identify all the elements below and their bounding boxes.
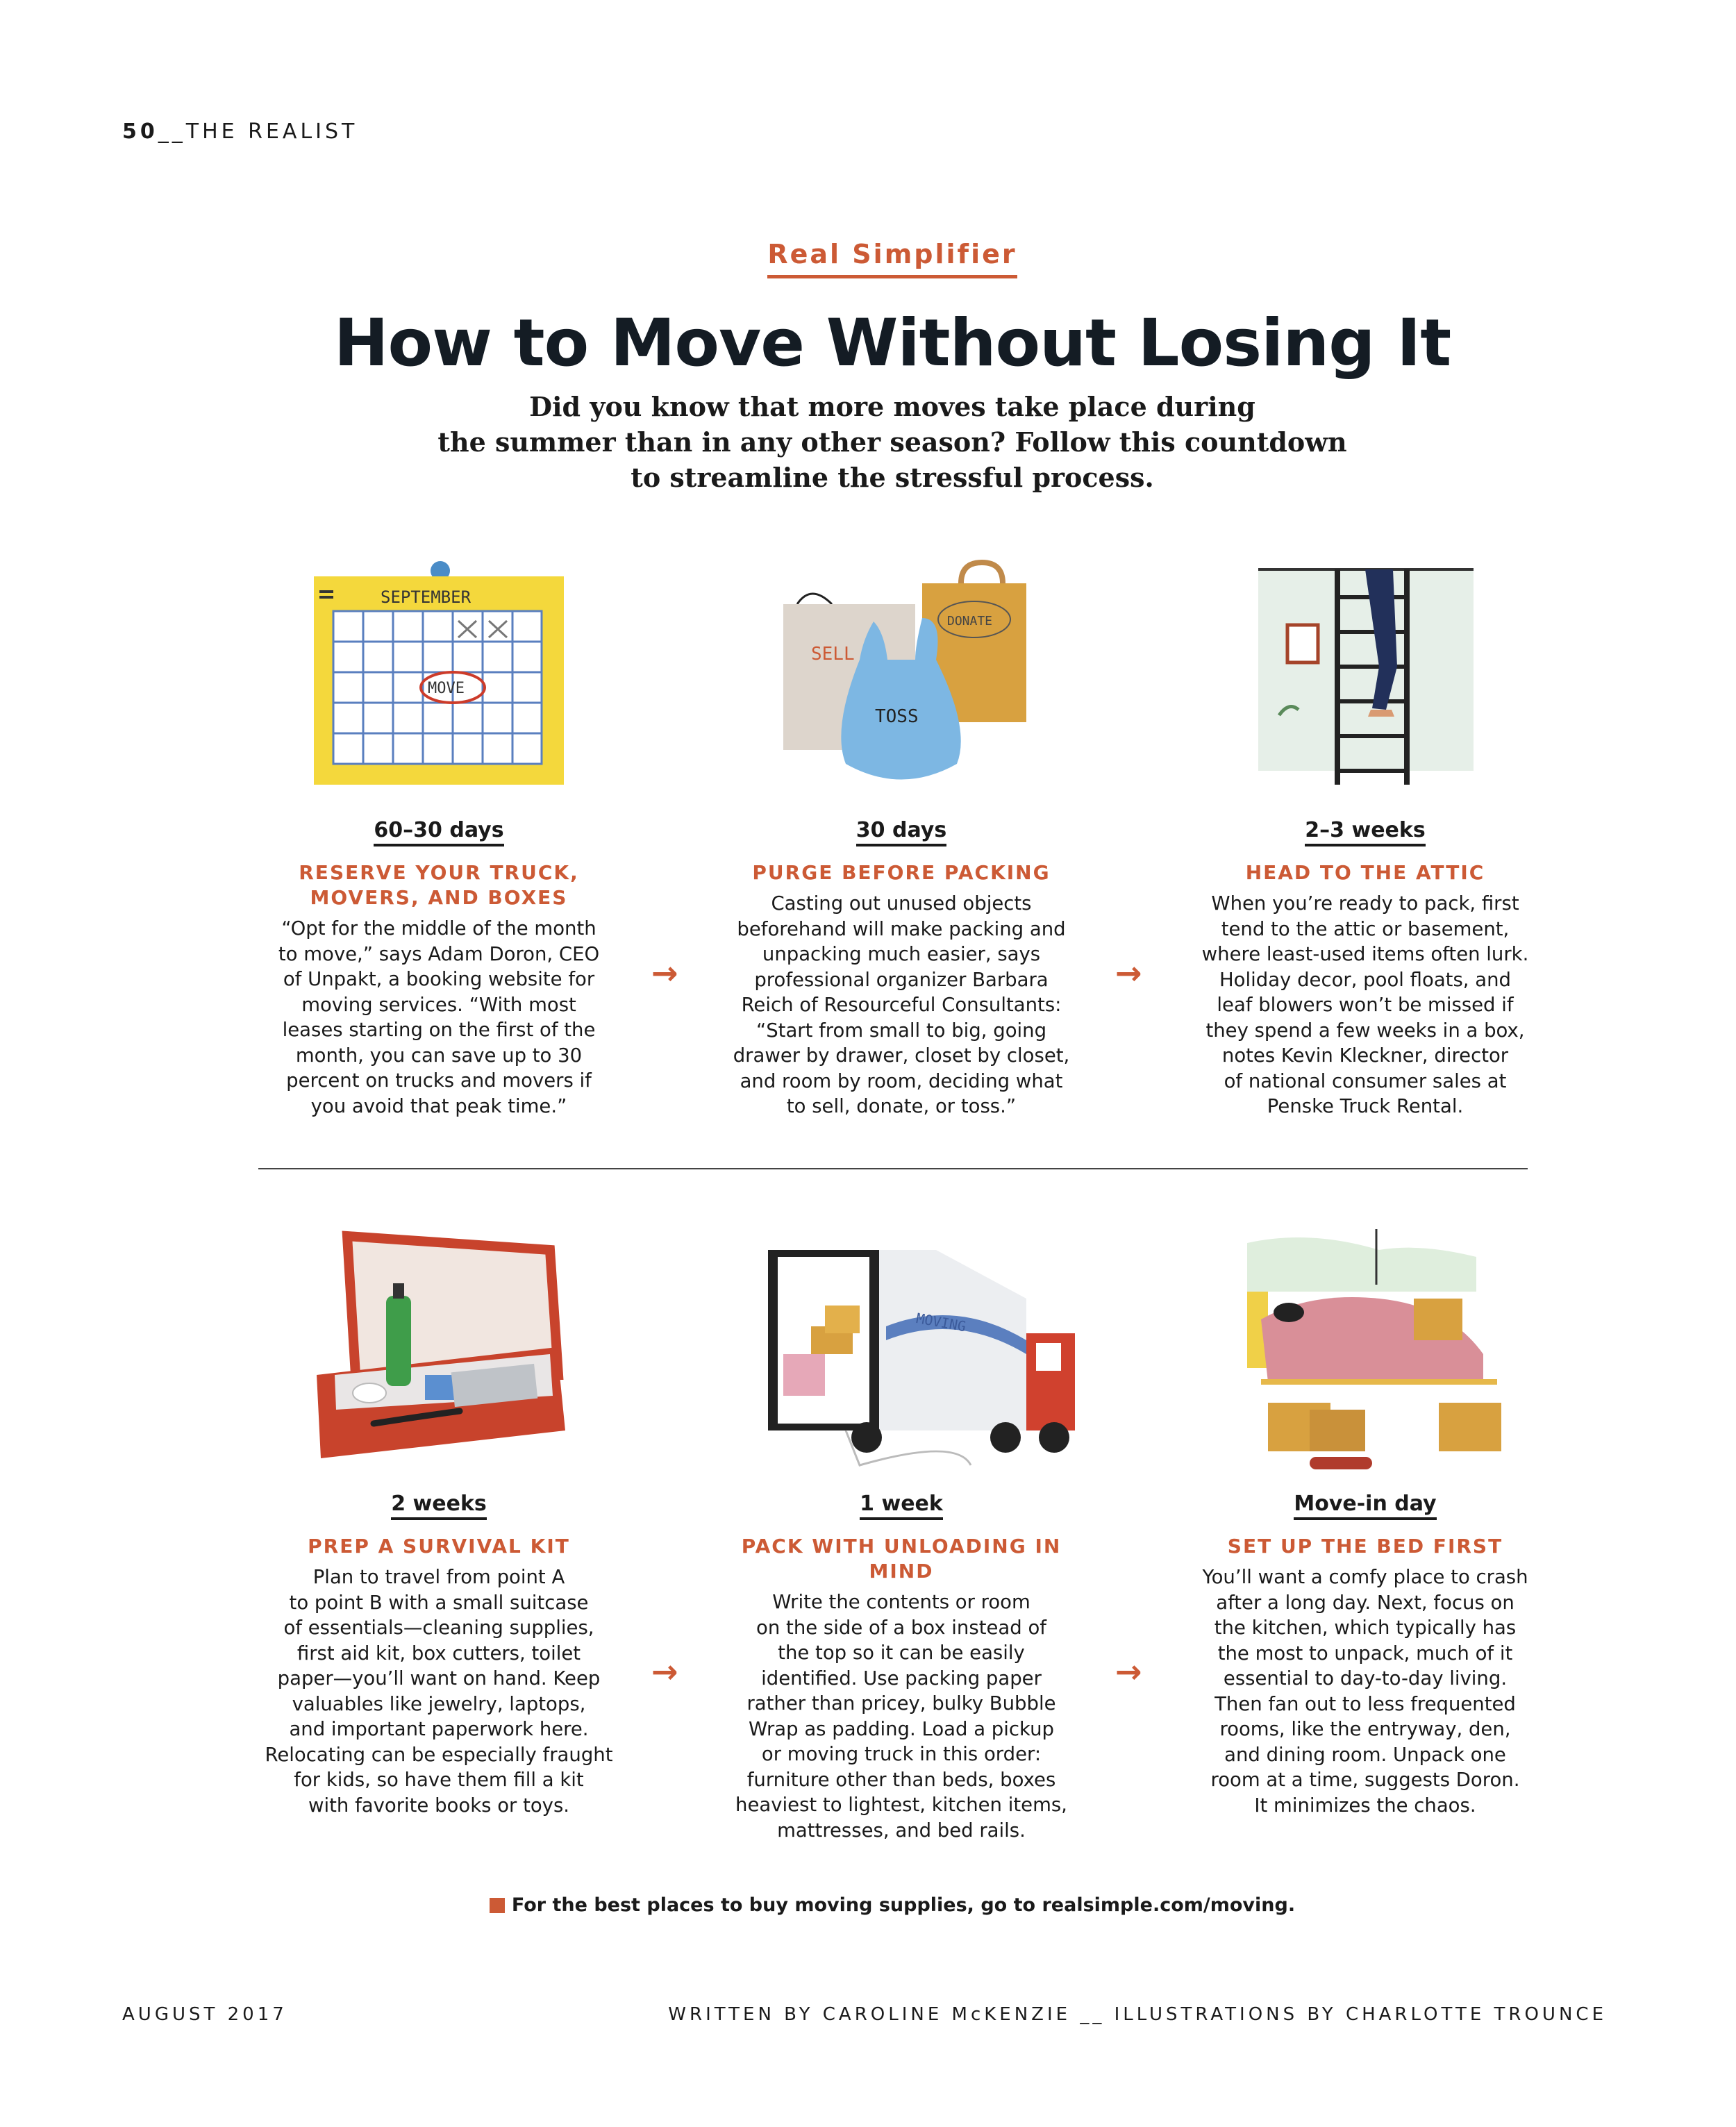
step-body: You’ll want a comfy place to crash after a long day. Next, focus on the kitchen, which typically has the most to unpack, much of it essential to day-to-day living. Then fan out to less frequented rooms, like the entryway, den, and dining room. Unpack one room at a time, suggests Doron. It minimizes the chaos. bbox=[1202, 1566, 1528, 1817]
arrow-icon: → bbox=[1115, 954, 1142, 992]
step-timing: 2 weeks bbox=[244, 1492, 633, 1516]
dek-line: Did you know that more moves take place during bbox=[529, 391, 1255, 422]
step-body: Write the contents or room on the side of a box instead of the top so it can be easily identified. Use packing paper rather than pricey, bulky Bubble Wrap as padding. Load a pickup or moving truck in this order: furniture other than beds, boxes heaviest to lightest, kitchen items, mattresses, and bed rails. bbox=[735, 1591, 1067, 1842]
calendar-illustration bbox=[244, 556, 633, 799]
step-move-in-day bbox=[1171, 1229, 1560, 1818]
arrow-icon: → bbox=[651, 1653, 678, 1690]
arrow-icon: → bbox=[651, 954, 678, 992]
step-60-30-days bbox=[244, 556, 633, 1119]
realsimple-logo-icon bbox=[490, 1898, 505, 1913]
step-2-3-weeks bbox=[1171, 556, 1560, 1119]
step-body: Plan to travel from point A to point B with a small suitcase of essentials—cleaning supplies, first aid kit, box cutters, toilet paper—you’ll want on hand. Keep valuables like jewelry, laptops, and important paperwork here. Relocating can be especially fraught for kids, so have them fill a kit with favorite books or toys. bbox=[265, 1566, 613, 1817]
step-2-weeks bbox=[244, 1229, 633, 1818]
step-body: When you’re ready to pack, first tend to the attic or basement, where least-used items often lurk. Holiday decor, pool floats, and leaf blowers won’t be missed if they spend a few weeks in a box, notes Kevin Kleckner, director of national consumer sales at Penske Truck Rental. bbox=[1201, 892, 1529, 1117]
attic-ladder-illustration bbox=[1171, 556, 1560, 799]
step-timing: 1 week bbox=[707, 1492, 1096, 1516]
bag-donate-label: DONATE bbox=[947, 614, 993, 628]
step-heading: SET UP THE BED FIRST bbox=[1227, 1535, 1503, 1558]
calendar-month-label: SEPTEMBER bbox=[381, 587, 471, 607]
credits: WRITTEN BY CAROLINE McKENZIE __ ILLUSTRATIONS BY CHARLOTTE TROUNCE bbox=[668, 2004, 1607, 2025]
step-30-days bbox=[707, 556, 1096, 1119]
web-tip bbox=[0, 1894, 1736, 1916]
tip-text: For the best places to buy moving supplies, go to bbox=[511, 1894, 1042, 1916]
step-heading: RESERVE YOUR TRUCK, MOVERS, AND BOXES bbox=[299, 861, 579, 909]
dek bbox=[0, 389, 1736, 495]
arrow-icon: → bbox=[1115, 1653, 1142, 1690]
issue-date: AUGUST 2017 bbox=[122, 2004, 287, 2025]
moving-truck-illustration bbox=[707, 1229, 1096, 1472]
step-timing: 30 days bbox=[707, 818, 1096, 842]
dek-line: to streamline the stressful process. bbox=[631, 462, 1154, 493]
bag-toss-label: TOSS bbox=[875, 706, 919, 727]
tip-link[interactable]: realsimple.com/moving. bbox=[1042, 1894, 1296, 1916]
step-body: “Opt for the middle of the month to move,” says Adam Doron, CEO of Unpakt, a booking website for moving services. “With most leases starting on the first of the month, you can save up to 30 percent on trucks and movers if you avoid that peak time.” bbox=[278, 917, 600, 1117]
step-timing: 2–3 weeks bbox=[1171, 818, 1560, 842]
step-body: Casting out unused objects beforehand will make packing and unpacking much easier, says professional organizer Barbara Reich of Resourceful Consultants: “Start from small to big, going drawer by drawer, closet by closet, and room by room, deciding what to sell, donate, or toss.” bbox=[733, 892, 1070, 1117]
suitcase-illustration bbox=[244, 1229, 633, 1472]
dek-line: the summer than in any other season? Follow this countdown bbox=[437, 426, 1347, 458]
truck-label: MOVING bbox=[915, 1310, 967, 1335]
folio-separator: __ bbox=[158, 119, 186, 144]
magazine-section-name: THE REALIST bbox=[185, 119, 358, 144]
step-heading: PURGE BEFORE PACKING bbox=[752, 861, 1051, 884]
step-timing: Move-in day bbox=[1171, 1492, 1560, 1516]
section-divider bbox=[258, 1168, 1528, 1169]
calendar-note: MOVE bbox=[428, 680, 465, 697]
step-heading: PREP A SURVIVAL KIT bbox=[308, 1535, 570, 1558]
page-number: 50 bbox=[122, 119, 158, 144]
page-folio bbox=[122, 119, 358, 144]
bags-illustration bbox=[707, 556, 1096, 799]
bed-illustration bbox=[1171, 1229, 1560, 1472]
step-heading: HEAD TO THE ATTIC bbox=[1245, 861, 1485, 884]
section-label: Real Simplifier bbox=[0, 239, 1736, 269]
step-heading: PACK WITH UNLOADING IN MIND bbox=[741, 1535, 1062, 1583]
step-1-week bbox=[707, 1229, 1096, 1843]
bag-sell-label: SELL bbox=[811, 644, 855, 665]
page-title: How to Move Without Losing It bbox=[333, 306, 1451, 381]
step-timing: 60–30 days bbox=[244, 818, 633, 842]
